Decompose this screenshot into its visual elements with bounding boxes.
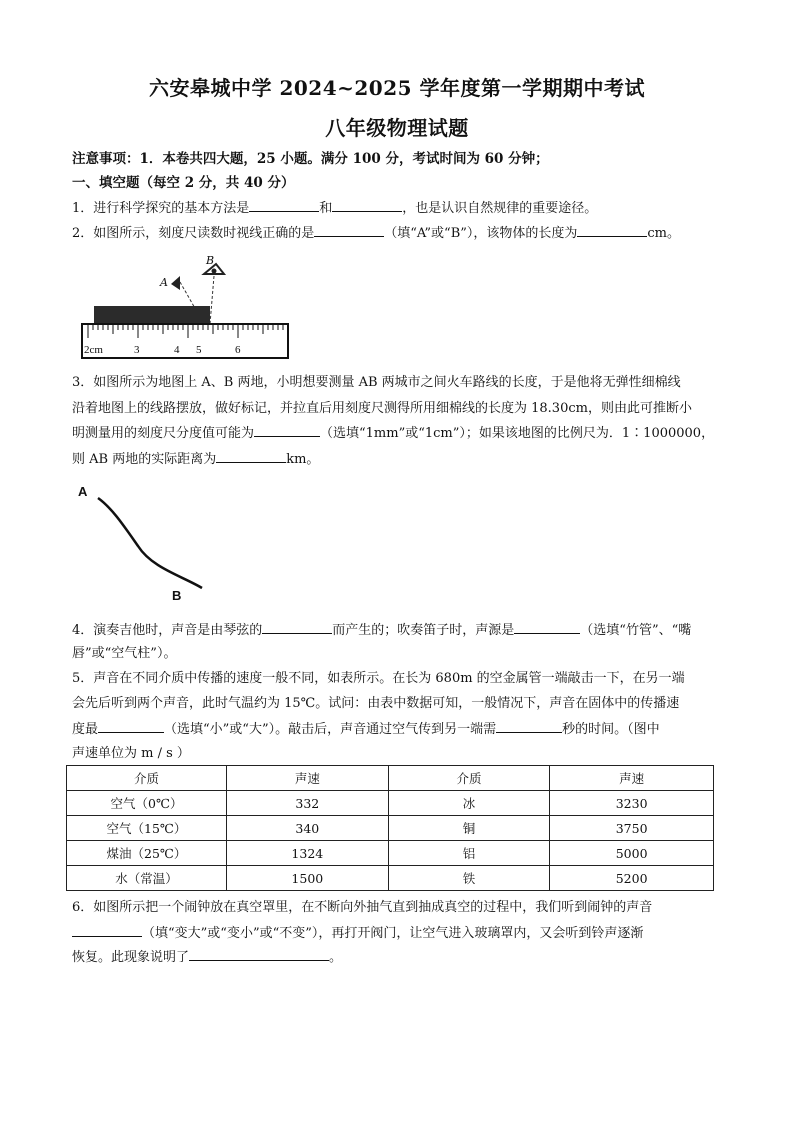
q4-text: （选填“竹管”、“嘴 [580,623,692,638]
q1-text-b: 和 [319,201,333,216]
table-cell: 332 [226,791,388,816]
tick-label: 2cm [84,344,103,356]
q3-text: 明测量用的刻度尺分度值可能为 [72,426,255,441]
table-cell: 1500 [226,866,388,891]
question-6-line-3 [72,948,732,967]
table-cell: 铜 [388,816,550,841]
exam-subtitle: 八年级物理试题 [325,116,469,140]
map-label-b: B [172,588,182,603]
question-5-line-2: 会先后听到两个声音，此时气温约为 15℃。试问：由表中数据可知，一般情况下，声音在固体中的传播速 [72,696,680,711]
answer-blank[interactable] [314,224,384,237]
table-cell: 冰 [388,791,550,816]
question-5-line-3 [72,720,732,739]
q2-text-a: 2．如图所示，刻度尺读数时视线正确的是 [72,226,315,241]
question-6-line-2 [72,924,732,943]
label-b: B [206,254,215,267]
tick-label: 6 [235,344,241,356]
answer-blank[interactable] [98,720,164,733]
answer-blank[interactable] [72,924,142,937]
q1-text-a: 1．进行科学探究的基本方法是 [72,201,250,216]
table-cell: 3230 [550,791,714,816]
question-3-line-2: 沿着地图上的线路摆放，做好标记，并拉直后用刻度尺测得所用细棉线的长度为 18.30cm，则由此可推断小 [72,401,692,416]
table-cell: 空气（15℃） [67,816,227,841]
question-2 [72,224,732,243]
q5-text: 度最 [72,722,99,737]
table-cell: 5000 [550,841,714,866]
question-4-line-2: 唇”或“空气柱”）。 [72,646,177,661]
q5-text: 秒的时间。（图中 [562,722,660,737]
table-header-row [67,766,714,791]
table-cell: 水（常温） [67,866,227,891]
eye-a-icon [171,276,180,290]
answer-blank[interactable] [262,621,332,634]
table-row [67,866,714,891]
table-header: 介质 [67,766,227,791]
question-5-line-1: 5．声音在不同介质中传播的速度一般不同，如表所示。在长为 680m 的空金属管一端敲击一下，在另一端 [72,671,685,686]
q3-text: （选填“1mm”或“1cm”）；如果该地图的比例尺为．1∶1000000， [320,426,715,441]
table-row [67,791,714,816]
q4-text: 4．演奏吉他时，声音是由琴弦的 [72,623,263,638]
table-cell: 铁 [388,866,550,891]
q6-text: 恢复。此现象说明了 [72,950,190,965]
answer-blank[interactable] [189,948,329,961]
question-3-line-4 [72,450,732,469]
q6-text: 。 [329,950,343,965]
q2-text-b: （填“A”或“B”），该物体的长度为 [384,226,578,241]
question-5-line-4: 声速单位为 m / s ） [72,746,190,761]
q1-text-c: ，也是认识自然规律的重要途径。 [402,201,598,216]
question-1 [72,199,732,218]
sound-speed-table [66,765,714,891]
q3-text: km。 [286,452,320,467]
question-4-line-1 [72,621,732,640]
table-header: 声速 [550,766,714,791]
map-route-figure [72,478,222,608]
section-heading: 一、填空题（每空 2 分，共 40 分） [72,175,295,191]
table-header: 声速 [226,766,388,791]
table-cell: 340 [226,816,388,841]
tick-label: 4 [174,344,180,356]
answer-blank[interactable] [216,450,286,463]
table-cell: 1324 [226,841,388,866]
table-cell: 3750 [550,816,714,841]
table-header: 介质 [388,766,550,791]
table-cell: 铝 [388,841,550,866]
answer-blank[interactable] [496,720,562,733]
q4-text: 而产生的；吹奏笛子时，声源是 [332,623,515,638]
notice: 注意事项：1．本卷共四大题，25 小题。满分 100 分，考试时间为 60 分钟； [72,151,549,167]
exam-title: 六安皋城中学 2024~2025 学年度第一学期期中考试 [148,76,645,100]
table-row [67,841,714,866]
answer-blank[interactable] [249,199,319,212]
tick-label: 5 [196,344,202,356]
table-cell: 空气（0℃） [67,791,227,816]
table-row [67,816,714,841]
q6-text: （填“变大”或“变小”或“不变”），再打开阀门，让空气进入玻璃罩内，又会听到铃声逐渐 [142,926,644,941]
q3-text: 则 AB 两地的实际距离为 [72,452,217,467]
sight-line-b [210,276,214,324]
q2-text-c: cm。 [647,226,681,241]
ruler-figure [76,252,296,364]
table-cell: 5200 [550,866,714,891]
table-cell: 煤油（25℃） [67,841,227,866]
label-a: A [160,276,168,289]
answer-blank[interactable] [332,199,402,212]
question-6-line-1: 6．如图所示把一个闹钟放在真空罩里，在不断向外抽气直到抽成真空的过程中，我们听到闹钟的声音 [72,900,653,915]
answer-blank[interactable] [577,224,647,237]
answer-blank[interactable] [254,424,320,437]
route-curve [98,498,202,588]
q5-text: （选填“小”或“大”）。敲击后，声音通过空气传到另一端需 [164,722,497,737]
map-label-a: A [78,484,88,499]
tick-label: 3 [134,344,140,356]
question-3-line-3 [72,424,732,443]
question-3-line-1: 3．如图所示为地图上 A、B 两地，小明想要测量 AB 两城市之间火车路线的长度，于是他将无弹性细棉线 [72,375,681,390]
answer-blank[interactable] [514,621,580,634]
